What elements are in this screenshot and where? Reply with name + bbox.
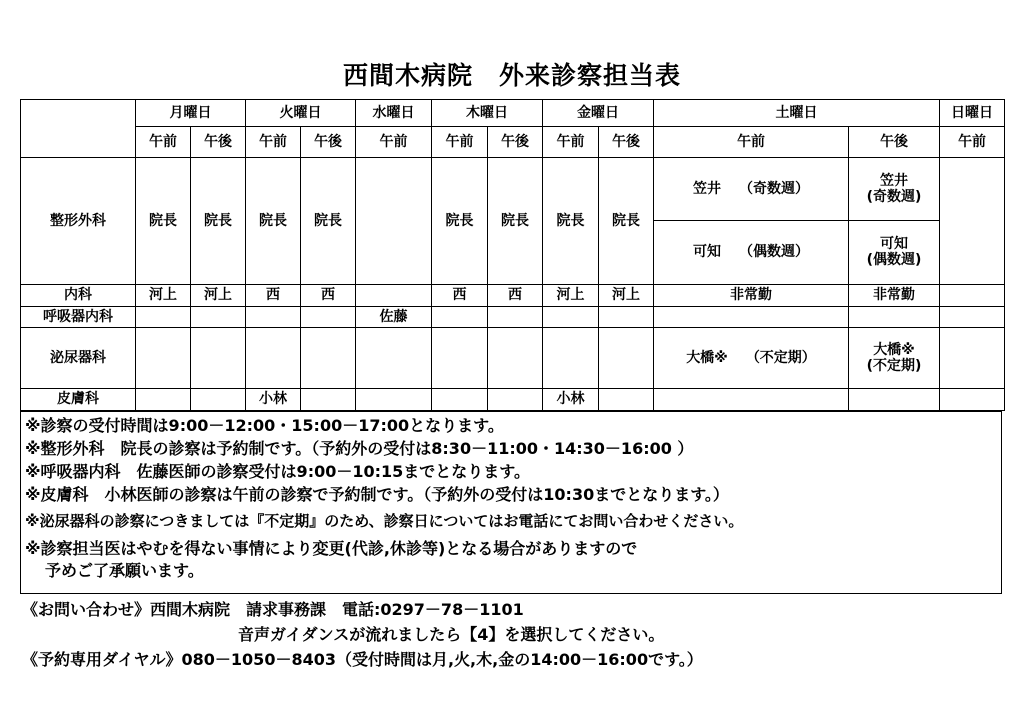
ortho-sat-pm-odd-name: 笠井 (880, 173, 908, 190)
ortho-thu-am: 院長 (432, 158, 488, 284)
urology-sat-am-note: （不定期） (745, 349, 816, 366)
urology-tue-am (246, 327, 301, 388)
ortho-sun-am (940, 158, 1005, 284)
respiratory-sat-am (654, 306, 849, 327)
schedule-table (20, 99, 1005, 411)
respiratory-wed-am: 佐藤 (356, 306, 432, 327)
ortho-sat-pm-odd (849, 158, 940, 221)
derma-mon-pm (191, 388, 246, 410)
slot-fri-pm: 午後 (599, 127, 654, 158)
note-reception-hours: ※診察の受付時間は9:00－12:00・15:00－17:00となります。 (25, 416, 504, 435)
urology-sat-pm-note: (不定期) (866, 357, 922, 374)
derma-tue-am: 小林 (246, 388, 301, 410)
urology-tue-pm (301, 327, 356, 388)
day-sat: 土曜日 (654, 100, 940, 127)
urology-fri-am (543, 327, 599, 388)
day-sun: 日曜日 (940, 100, 1005, 127)
internal-mon-am: 河上 (136, 284, 191, 306)
dept-internal: 内科 (21, 284, 136, 306)
urology-sun-am (940, 327, 1005, 388)
respiratory-fri-am (543, 306, 599, 327)
ortho-sat-am-even (654, 221, 849, 284)
derma-sat-am (654, 388, 849, 410)
table-row-respiratory (21, 306, 1005, 327)
ortho-sat-pm-even-name: 可知 (880, 236, 908, 253)
internal-tue-pm: 西 (301, 284, 356, 306)
respiratory-tue-am (246, 306, 301, 327)
urology-sat-am (654, 327, 849, 388)
slot-fri-am: 午前 (543, 127, 599, 158)
urology-sat-pm-name: 大橋※ (873, 341, 915, 358)
ortho-mon-am: 院長 (136, 158, 191, 284)
dept-respiratory: 呼吸器内科 (21, 306, 136, 327)
urology-thu-pm (488, 327, 543, 388)
slot-tue-pm: 午後 (301, 127, 356, 158)
ortho-fri-pm: 院長 (599, 158, 654, 284)
day-header-row (21, 100, 1005, 127)
contact-inquiry: 《お問い合わせ》西間木病院 請求事務課 電話:0297－78－1101 (22, 600, 524, 619)
ortho-fri-am: 院長 (543, 158, 599, 284)
table-row-internal (21, 284, 1005, 306)
respiratory-sat-pm (849, 306, 940, 327)
table-row-derma (21, 388, 1005, 410)
respiratory-sun-am (940, 306, 1005, 327)
ortho-sat-pm-odd-note: (奇数週) (866, 189, 922, 206)
ortho-sat-pm-even-note: (偶数週) (866, 252, 922, 269)
respiratory-thu-pm (488, 306, 543, 327)
slot-header-row (21, 127, 1005, 158)
corner-cell (21, 100, 136, 158)
slot-mon-am: 午前 (136, 127, 191, 158)
ortho-sat-am-odd-name: 笠井 (693, 181, 721, 198)
internal-wed-am (356, 284, 432, 306)
urology-sat-am-name: 大橋※ (686, 349, 728, 366)
note-doctor-change: ※診察担当医はやむを得ない事情により変更(代診,休診等)となる場合がありますので (25, 539, 638, 558)
contact-reservation-dial: 《予約専用ダイヤル》080－1050－8403（受付時間は月,火,木,金の14:00－16:00です。） (22, 650, 703, 669)
day-tue: 火曜日 (246, 100, 356, 127)
ortho-wed-am (356, 158, 432, 284)
urology-mon-pm (191, 327, 246, 388)
slot-sat-am: 午前 (654, 127, 849, 158)
note-ortho: ※整形外科 院長の診察は予約制です。（予約外の受付は8:30－11:00・14:30－16:00 ） (25, 439, 694, 458)
slot-tue-am: 午前 (246, 127, 301, 158)
ortho-tue-am: 院長 (246, 158, 301, 284)
note-apology: 予めご了承願います。 (45, 561, 204, 580)
slot-wed-am: 午前 (356, 127, 432, 158)
internal-sat-am: 非常勤 (654, 284, 849, 306)
page-title: 西間木病院 外来診察担当表 (342, 61, 681, 90)
internal-fri-am: 河上 (543, 284, 599, 306)
derma-mon-am (136, 388, 191, 410)
respiratory-mon-pm (191, 306, 246, 327)
internal-thu-am: 西 (432, 284, 488, 306)
dept-derma: 皮膚科 (21, 388, 136, 410)
notes-box (20, 410, 1002, 594)
day-thu: 木曜日 (432, 100, 543, 127)
internal-sat-pm: 非常勤 (849, 284, 940, 306)
derma-thu-am (432, 388, 488, 410)
contact-voice-guidance: 音声ガイダンスが流れましたら【4】を選択してください。 (238, 625, 665, 644)
ortho-sat-pm-even (849, 221, 940, 284)
day-mon: 月曜日 (136, 100, 246, 127)
slot-thu-pm: 午後 (488, 127, 543, 158)
internal-mon-pm: 河上 (191, 284, 246, 306)
internal-tue-am: 西 (246, 284, 301, 306)
note-respiratory: ※呼吸器内科 佐藤医師の診察受付は9:00－10:15までとなります。 (25, 462, 531, 481)
ortho-thu-pm: 院長 (488, 158, 543, 284)
derma-fri-pm (599, 388, 654, 410)
urology-wed-am (356, 327, 432, 388)
derma-tue-pm (301, 388, 356, 410)
derma-sat-pm (849, 388, 940, 410)
derma-thu-pm (488, 388, 543, 410)
slot-sun-am: 午前 (940, 127, 1005, 158)
urology-sat-pm (849, 327, 940, 388)
urology-thu-am (432, 327, 488, 388)
note-urology: ※泌尿器科の診察につきましては『不定期』のため、診察日についてはお電話にてお問い合わせください。 (25, 512, 744, 530)
slot-sat-pm: 午後 (849, 127, 940, 158)
dept-ortho: 整形外科 (21, 158, 136, 284)
day-fri: 金曜日 (543, 100, 654, 127)
note-derma: ※皮膚科 小林医師の診察は午前の診察で予約制です。（予約外の受付は10:30までとなります。） (25, 485, 729, 504)
internal-fri-pm: 河上 (599, 284, 654, 306)
derma-wed-am (356, 388, 432, 410)
ortho-sat-am-even-name: 可知 (693, 244, 721, 261)
respiratory-tue-pm (301, 306, 356, 327)
ortho-sat-am-even-note: （偶数週） (739, 244, 809, 261)
table-row-ortho (21, 158, 1005, 221)
respiratory-mon-am (136, 306, 191, 327)
table-row-urology (21, 327, 1005, 388)
respiratory-thu-am (432, 306, 488, 327)
urology-fri-pm (599, 327, 654, 388)
ortho-mon-pm: 院長 (191, 158, 246, 284)
dept-urology: 泌尿器科 (21, 327, 136, 388)
respiratory-fri-pm (599, 306, 654, 327)
ortho-tue-pm: 院長 (301, 158, 356, 284)
slot-mon-pm: 午後 (191, 127, 246, 158)
derma-sun-am (940, 388, 1005, 410)
internal-thu-pm: 西 (488, 284, 543, 306)
day-wed: 水曜日 (356, 100, 432, 127)
derma-fri-am: 小林 (543, 388, 599, 410)
ortho-sat-am-odd (654, 158, 849, 221)
slot-thu-am: 午前 (432, 127, 488, 158)
ortho-sat-am-odd-note: （奇数週） (739, 181, 809, 198)
urology-mon-am (136, 327, 191, 388)
internal-sun-am (940, 284, 1005, 306)
